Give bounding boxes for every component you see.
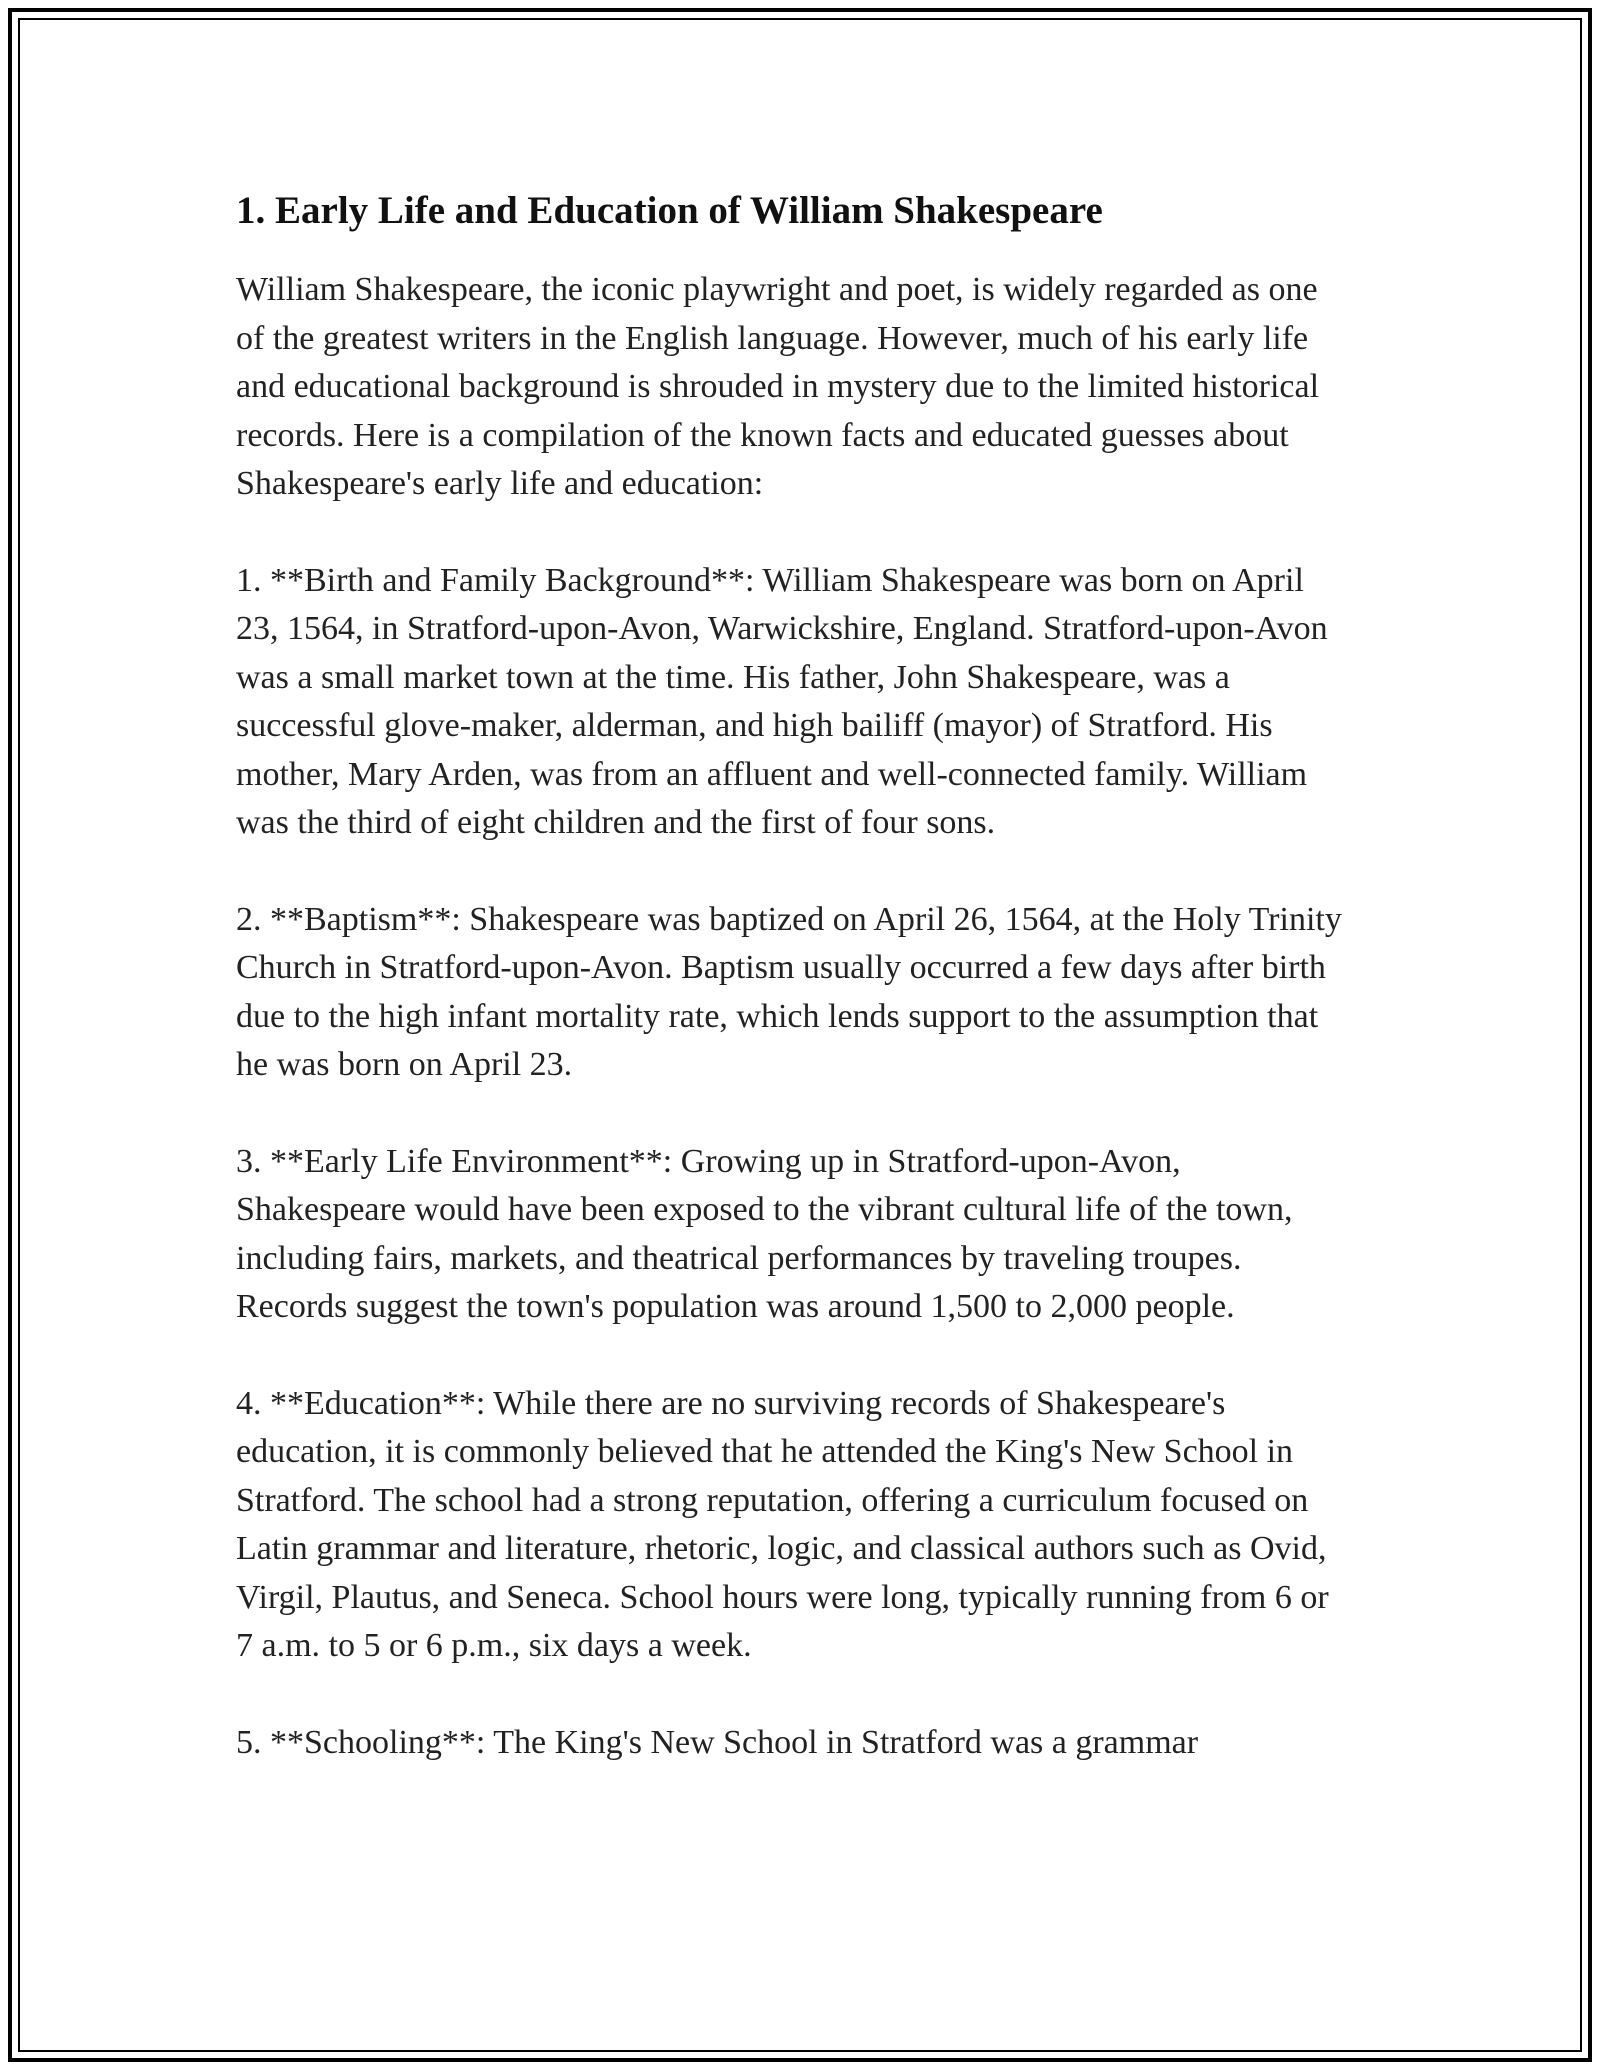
baptism-paragraph: 2. **Baptism**: Shakespeare was baptized on April 26, 1564, at the Holy Trinity Church in Stratford-upon-Avon. Baptism usually occurred a few days after birth due to the high infant mortality rate, which lends support to the assumption that he was born on April 23.	[236, 900, 1342, 1083]
document-title: 1. Early Life and Education of William Shakespeare	[236, 189, 1103, 232]
intro-paragraph: William Shakespeare, the iconic playwright and poet, is widely regarded as one of the greatest writers in the English language. However, much of his early life and educational background is shrouded in mystery due to the limited historical records. Here is a compilation of the known facts and educated guesses about Shakespeare's early life and education:	[236, 271, 1320, 502]
schooling-paragraph: 5. **Schooling**: The King's New School in Stratford was a grammar	[236, 1723, 1199, 1761]
education-paragraph: 4. **Education**: While there are no surviving records of Shakespeare's education, it is commonly believed that he attended the King's New School in Stratford. The school had a strong reputation, offering a curriculum focused on Latin grammar and literature, rhetoric, logic, and classical authors such as Ovid, Virgil, Plautus, and Seneca. School hours were long, typically running from 6 or 7 a.m. to 5 or 6 p.m., six days a week.	[236, 1384, 1329, 1664]
document-body	[236, 186, 1351, 1815]
birth-family-paragraph: 1. **Birth and Family Background**: William Shakespeare was born on April 23, 1564, in Stratford-upon-Avon, Warwickshire, England. Stratford-upon-Avon was a small market town at the time. His father, John Shakespeare, was a successful glove-maker, alderman, and high bailiff (mayor) of Stratford. His mother, Mary Arden, was from an affluent and well-connected family. William was the third of eight children and the first of four sons.	[236, 561, 1328, 841]
early-life-environment-paragraph: 3. **Early Life Environment**: Growing up in Stratford-upon-Avon, Shakespeare would have been exposed to the vibrant cultural life of the town, including fairs, markets, and theatrical performances by traveling troupes. Records suggest the town's population was around 1,500 to 2,000 people.	[236, 1142, 1293, 1325]
